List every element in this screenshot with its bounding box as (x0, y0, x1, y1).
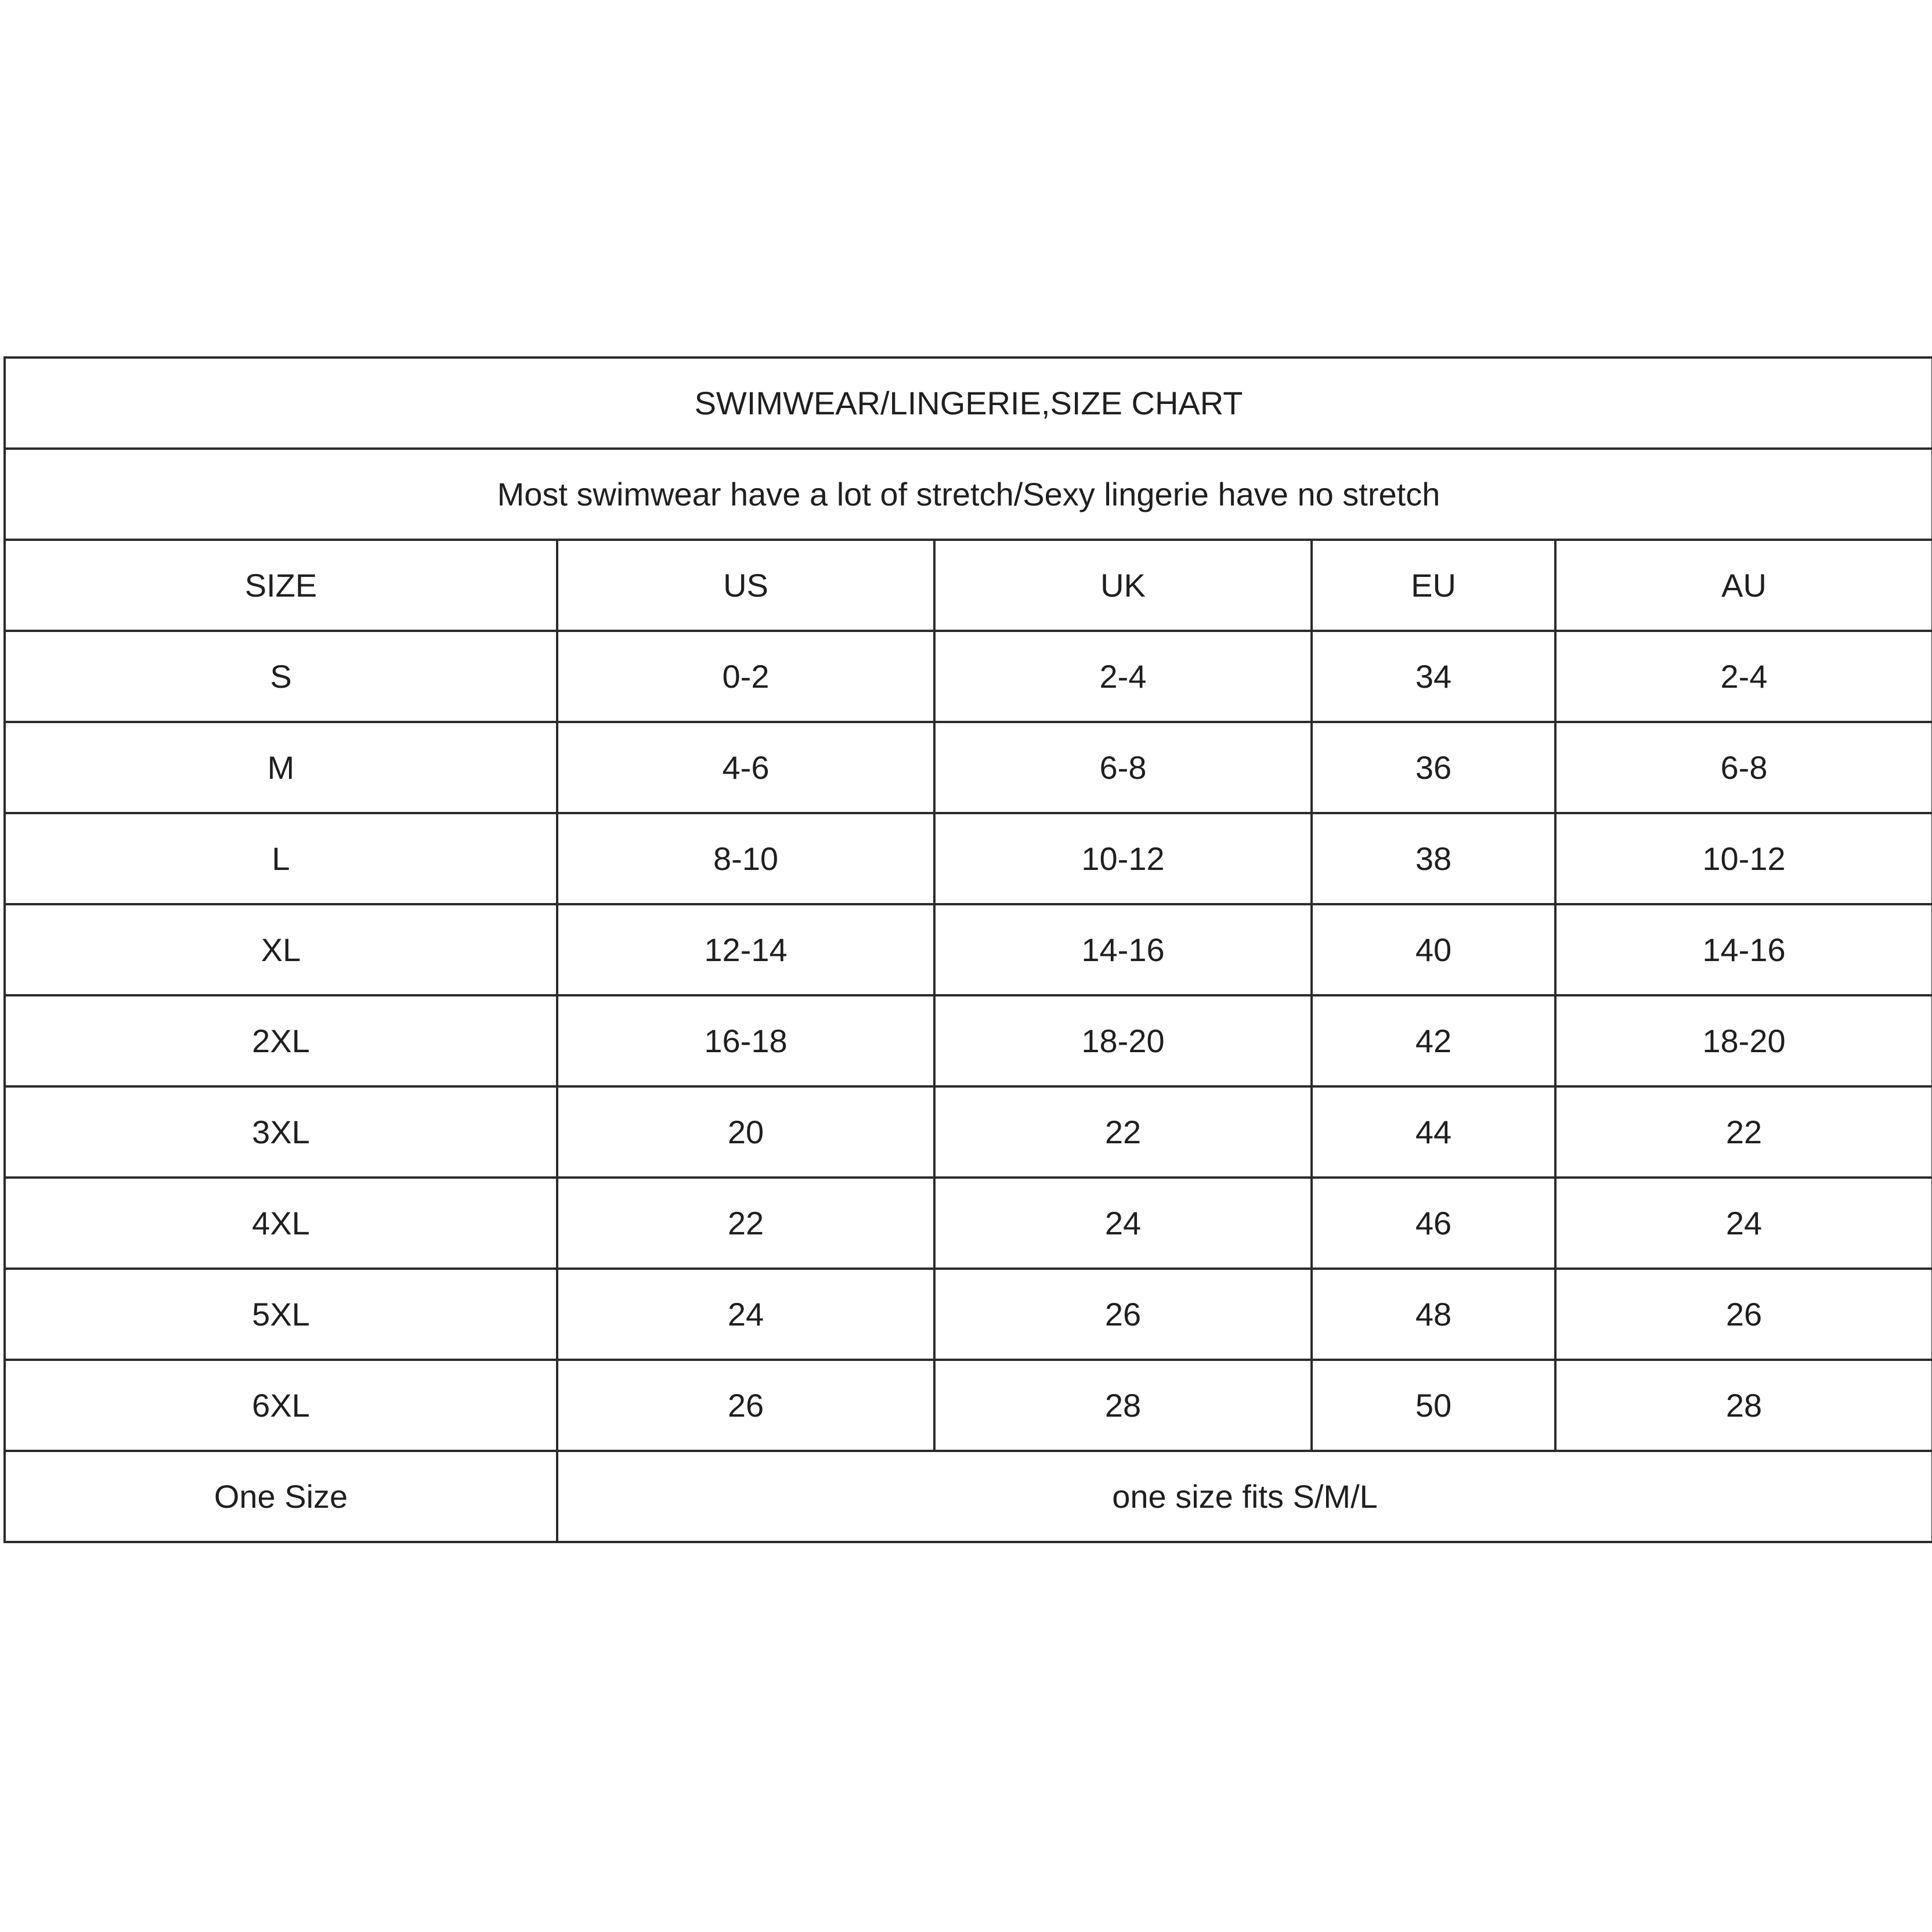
au-cell: 26 (1555, 1269, 1932, 1360)
table-row (5, 1269, 1932, 1360)
au-cell: 22 (1555, 1086, 1932, 1178)
table-row (5, 1178, 1932, 1269)
table-row (5, 1360, 1932, 1451)
eu-cell: 48 (1312, 1269, 1555, 1360)
header-uk: UK (934, 540, 1312, 631)
chart-subtitle: Most swimwear have a lot of stretch/Sexy lingerie have no stretch (5, 449, 1932, 540)
header-row (5, 540, 1932, 631)
us-cell: 12-14 (557, 904, 934, 995)
eu-cell: 42 (1312, 995, 1555, 1086)
us-cell: 4-6 (557, 722, 934, 813)
au-cell: 10-12 (1555, 813, 1932, 904)
eu-cell: 34 (1312, 631, 1555, 722)
au-cell: 28 (1555, 1360, 1932, 1451)
header-us: US (557, 540, 934, 631)
uk-cell: 18-20 (934, 995, 1312, 1086)
footer-row (5, 1451, 1932, 1542)
header-size: SIZE (5, 540, 557, 631)
size-cell: 4XL (5, 1178, 557, 1269)
eu-cell: 40 (1312, 904, 1555, 995)
us-cell: 26 (557, 1360, 934, 1451)
size-cell: XL (5, 904, 557, 995)
au-cell: 24 (1555, 1178, 1932, 1269)
au-cell: 18-20 (1555, 995, 1932, 1086)
table-row (5, 722, 1932, 813)
uk-cell: 10-12 (934, 813, 1312, 904)
eu-cell: 46 (1312, 1178, 1555, 1269)
table-row (5, 631, 1932, 722)
one-size-label: One Size (5, 1451, 557, 1542)
table-row (5, 1086, 1932, 1178)
eu-cell: 50 (1312, 1360, 1555, 1451)
size-chart-table (3, 356, 1932, 1543)
size-cell: 2XL (5, 995, 557, 1086)
size-cell: S (5, 631, 557, 722)
table-row (5, 904, 1932, 995)
eu-cell: 38 (1312, 813, 1555, 904)
header-eu: EU (1312, 540, 1555, 631)
table-row (5, 813, 1932, 904)
us-cell: 16-18 (557, 995, 934, 1086)
au-cell: 6-8 (1555, 722, 1932, 813)
size-cell: 5XL (5, 1269, 557, 1360)
uk-cell: 28 (934, 1360, 1312, 1451)
us-cell: 20 (557, 1086, 934, 1178)
subtitle-row (5, 449, 1932, 540)
title-row (5, 357, 1932, 449)
chart-title: SWIMWEAR/LINGERIE,SIZE CHART (5, 357, 1932, 449)
uk-cell: 14-16 (934, 904, 1312, 995)
one-size-value: one size fits S/M/L (557, 1451, 1932, 1542)
au-cell: 2-4 (1555, 631, 1932, 722)
size-cell: 6XL (5, 1360, 557, 1451)
us-cell: 24 (557, 1269, 934, 1360)
size-cell: M (5, 722, 557, 813)
uk-cell: 6-8 (934, 722, 1312, 813)
uk-cell: 2-4 (934, 631, 1312, 722)
uk-cell: 24 (934, 1178, 1312, 1269)
us-cell: 8-10 (557, 813, 934, 904)
header-au: AU (1555, 540, 1932, 631)
table-row (5, 995, 1932, 1086)
us-cell: 22 (557, 1178, 934, 1269)
us-cell: 0-2 (557, 631, 934, 722)
size-cell: 3XL (5, 1086, 557, 1178)
uk-cell: 22 (934, 1086, 1312, 1178)
uk-cell: 26 (934, 1269, 1312, 1360)
eu-cell: 44 (1312, 1086, 1555, 1178)
size-cell: L (5, 813, 557, 904)
au-cell: 14-16 (1555, 904, 1932, 995)
eu-cell: 36 (1312, 722, 1555, 813)
